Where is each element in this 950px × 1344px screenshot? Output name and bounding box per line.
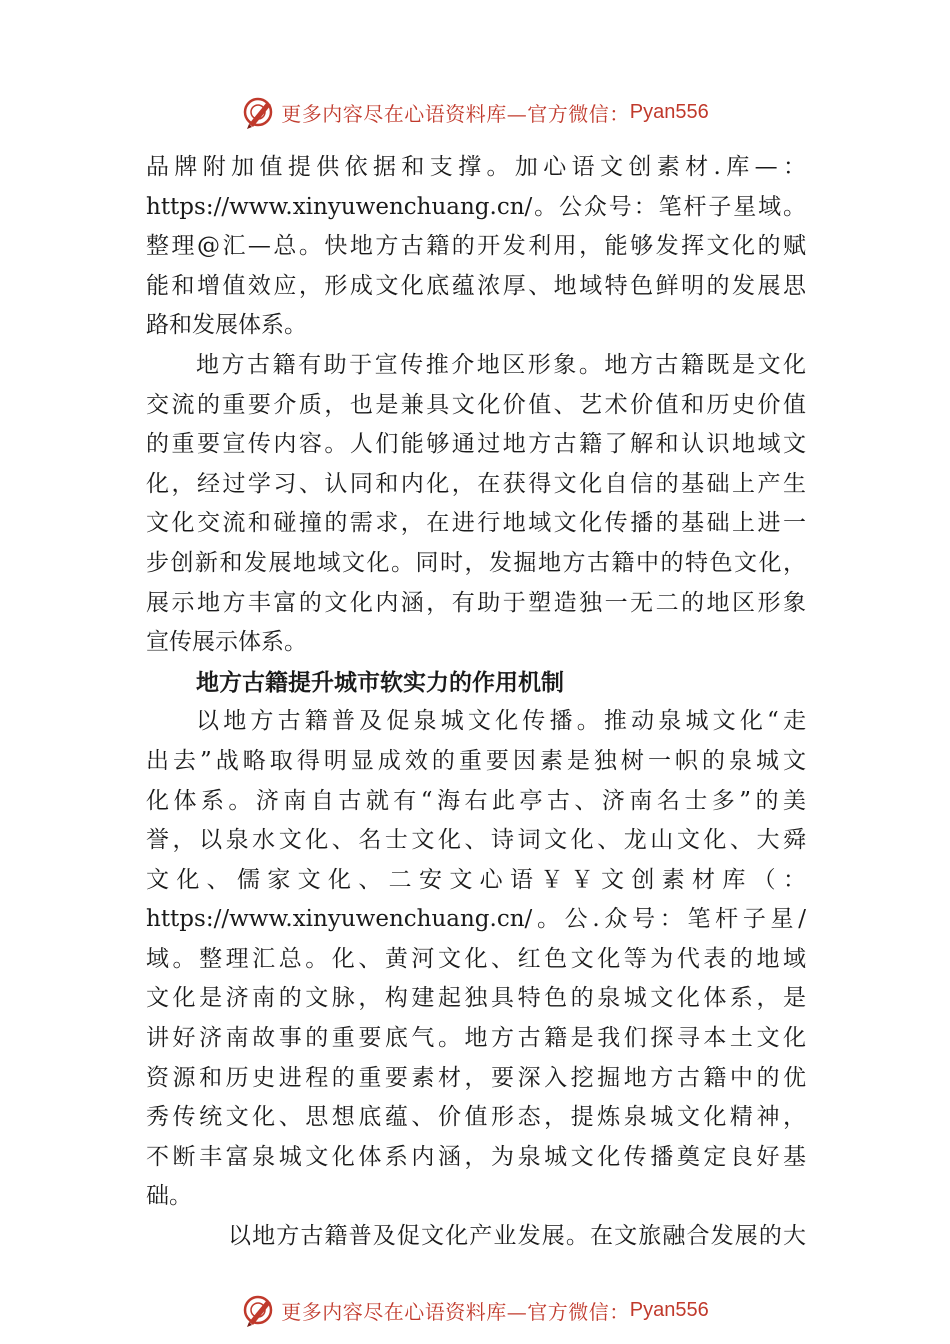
header-wechat-id: Pyan556: [629, 100, 709, 123]
text-line: 誉，以泉水文化、名士文化、诗词文化、龙山文化、大舜: [146, 827, 806, 854]
text-line: https://www.xinyuwenchuang.cn/。公.众号：笔杆子星/: [146, 906, 806, 933]
text-line: 讲好济南故事的重要底气。地方古籍是我们探寻本土文化: [146, 1025, 806, 1052]
text-line: 出去”战略取得明显成效的重要因素是独树一帜的泉城文: [146, 747, 806, 774]
text-line: 的重要宣传内容。人们能够通过地方古籍了解和认识地域文: [146, 431, 806, 458]
text-line: 文化、儒家文化、二安文心语￥￥文创素材库（：: [146, 866, 806, 893]
text-line: https://www.xinyuwenchuang.cn/。公众号：笔杆子星域。: [146, 193, 806, 220]
text-line: 品牌附加值提供依据和支撑。加心语文创素材.库—：: [146, 154, 806, 180]
header-text: 更多内容尽在心语资料库—官方微信：: [281, 101, 630, 126]
text-line: 化体系。济南自古就有“海右此亭古、济南名士多”的美: [146, 787, 806, 814]
footer-banner: [0, 1290, 950, 1330]
text-line: 文化交流和碰撞的需求，在进行地域文化传播的基础上进一: [146, 510, 806, 537]
footer-wechat-id: Pyan556: [629, 1298, 709, 1321]
text-line: 础。: [146, 1183, 192, 1210]
text-line: 能和增值效应，形成文化底蕴浓厚、地域特色鲜明的发展思: [146, 272, 806, 299]
text-line: 资源和历史进程的重要素材，要深入挖掘地方古籍中的优: [146, 1064, 806, 1091]
text-line: 不断丰富泉城文化体系内涵，为泉城文化传播奠定良好基: [146, 1143, 806, 1170]
paragraph-start: 以地方古籍普及促泉城文化传播。推动泉城文化“走: [196, 708, 806, 735]
document-body: [146, 148, 806, 1257]
text-line: 域。整理汇总。化、黄河文化、红色文化等为代表的地域: [146, 945, 806, 972]
paragraph-start: 以地方古籍普及促文化产业发展。在文旅融合发展的大: [228, 1223, 806, 1250]
text-line: 步创新和发展地域文化。同时，发掘地方古籍中的特色文化，: [146, 549, 806, 576]
text-line: 整理@汇—总。快地方古籍的开发利用，能够发挥文化的赋: [146, 233, 806, 260]
text-line: 秀传统文化、思想底蕴、价值形态，提炼泉城文化精神，: [146, 1104, 806, 1131]
text-line: 文化是济南的文脉，构建起独具特色的泉城文化体系，是: [146, 985, 806, 1012]
pen-logo-icon: [241, 1292, 277, 1328]
text-line: 化，经过学习、认同和内化，在获得文化自信的基础上产生: [146, 470, 806, 497]
text-line: 展示地方丰富的文化内涵，有助于塑造独一无二的地区形象: [146, 589, 806, 616]
text-line: 宣传展示体系。: [146, 629, 307, 656]
text-line: 交流的重要介质，也是兼具文化价值、艺术价值和历史价值: [146, 391, 806, 418]
header-banner: [0, 92, 950, 132]
paragraph-start: 地方古籍有助于宣传推介地区形象。地方古籍既是文化: [196, 351, 806, 378]
pen-logo-icon: [241, 94, 277, 130]
text-line: 路和发展体系。: [146, 312, 307, 339]
footer-text: 更多内容尽在心语资料库—官方微信：: [281, 1299, 630, 1324]
section-heading: 地方古籍提升城市软实力的作用机制: [196, 668, 564, 696]
